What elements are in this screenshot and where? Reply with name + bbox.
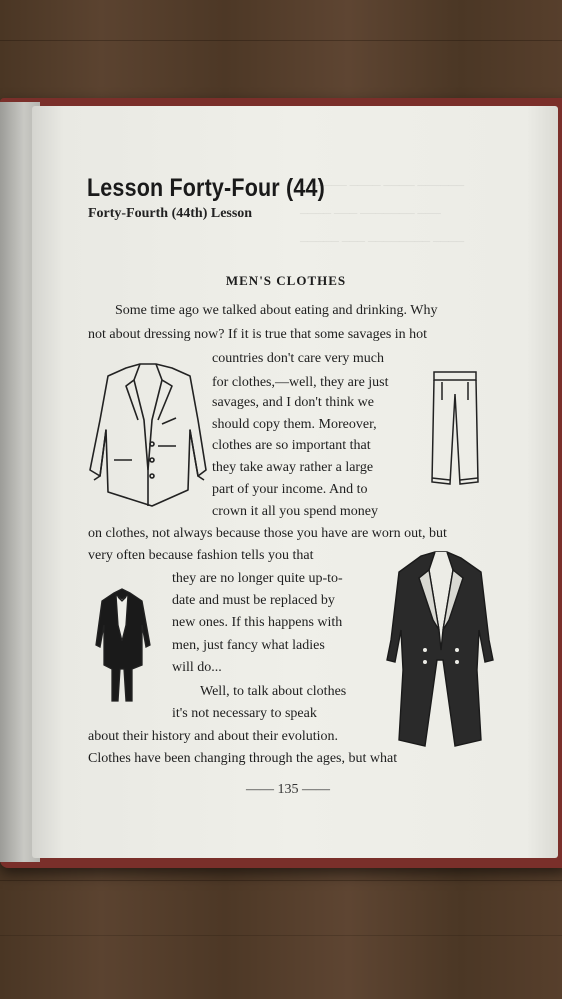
- text-line: not about dressing now? If it is true that some savages in hot: [88, 327, 428, 342]
- text-line: savages, and I don't think we: [212, 395, 374, 410]
- text-line: they take away rather a large: [212, 460, 374, 475]
- text-line: crown it all you spend money: [212, 504, 379, 519]
- page-number: —— 135 ——: [246, 782, 330, 797]
- text-line: will do...: [172, 660, 222, 675]
- show-through: ──── ─── ─────── ───: [300, 208, 441, 220]
- text-line: Clothes have been changing through the ages, but what: [88, 751, 398, 766]
- text-line: date and must be replaced by: [172, 593, 335, 608]
- text-line: clothes are so important that: [212, 438, 371, 453]
- lesson-subtitle: Forty-Fourth (44th) Lesson: [88, 206, 253, 221]
- text-line: Well, to talk about clothes: [200, 684, 347, 699]
- trousers-illustration: [430, 370, 480, 490]
- section-title: MEN'S CLOTHES: [225, 273, 347, 288]
- text-line: should copy them. Moreover,: [212, 417, 377, 432]
- show-through: ────── ──── ──── ──────: [300, 180, 465, 192]
- text-line: about their history and about their evolution.: [88, 729, 339, 744]
- lesson-title: Lesson Forty-Four (44): [87, 174, 325, 202]
- text-line: men, just fancy what ladies: [172, 638, 325, 653]
- text-line: part of your income. And to: [212, 482, 368, 497]
- text-line: new ones. If this happens with: [172, 615, 343, 630]
- tuxedo-illustration: [92, 585, 154, 705]
- show-through: ───── ─── ──────── ────: [300, 236, 465, 248]
- text-line: for clothes,—well, they are just: [212, 375, 389, 390]
- text-line: it's not necessary to speak: [172, 706, 317, 721]
- text-line: Some time ago we talked about eating and drinking. Why: [115, 303, 438, 318]
- text-line: very often because fashion tells you that: [88, 548, 314, 563]
- tailcoat-illustration: [385, 550, 495, 750]
- text-line: countries don't care very much: [212, 351, 385, 366]
- jacket-illustration: [86, 360, 212, 510]
- text-line: they are no longer quite up-to-: [172, 571, 343, 586]
- text-line: on clothes, not always because those you have are worn out, but: [88, 526, 447, 541]
